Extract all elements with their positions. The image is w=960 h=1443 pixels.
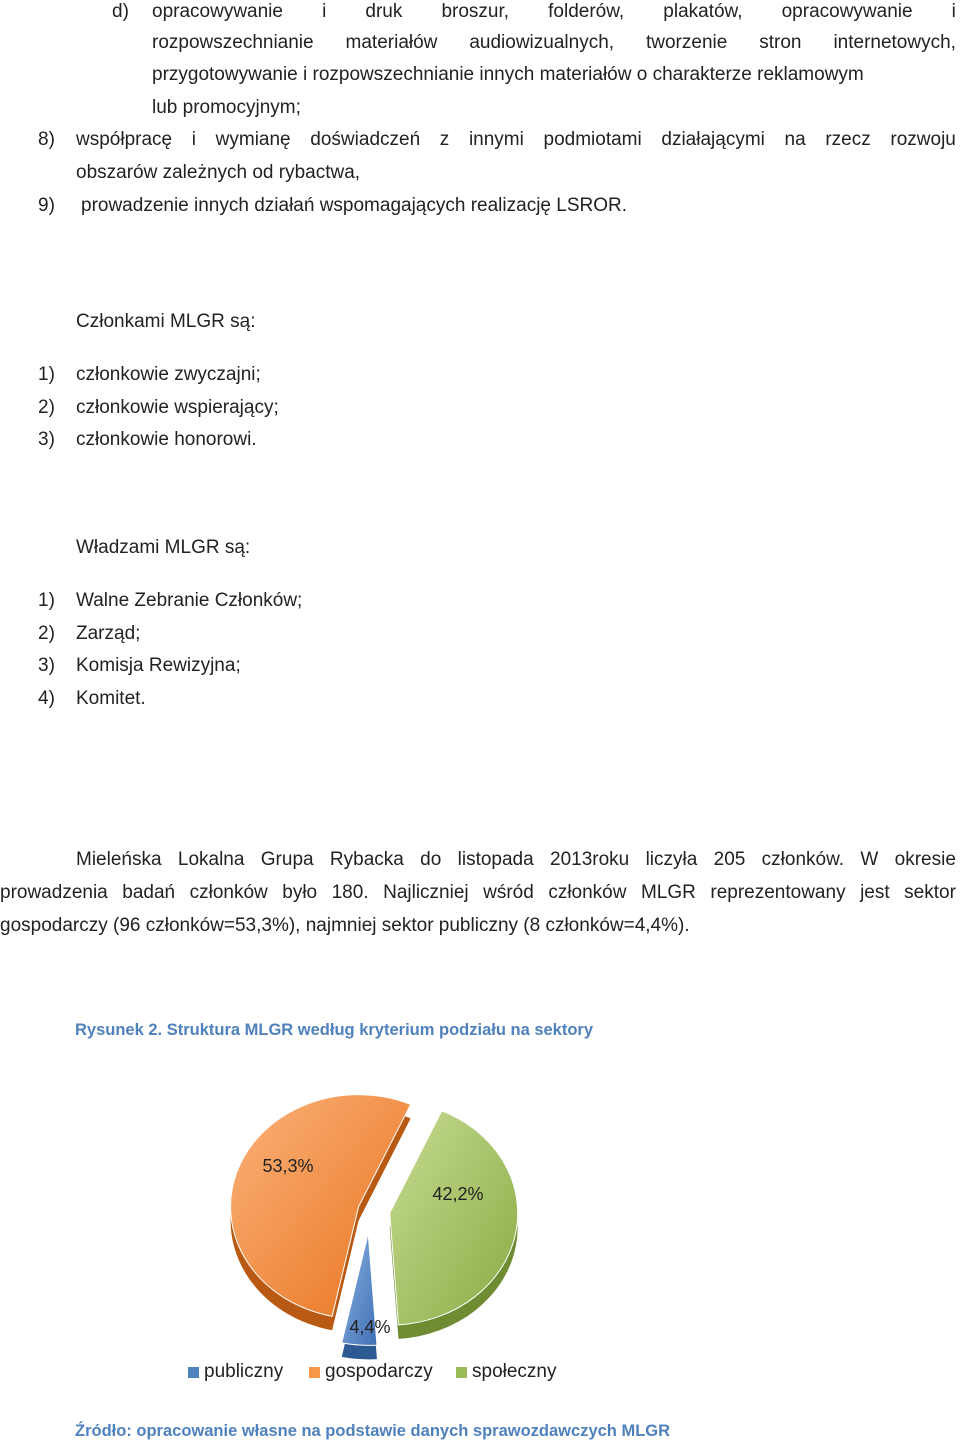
word: Mieleńska: [76, 849, 162, 870]
word: MLGR: [640, 882, 696, 903]
word: i: [322, 1, 327, 22]
word: listopada: [457, 849, 534, 870]
pie-label-publiczny: 4,4%: [349, 1317, 391, 1337]
word: innymi: [468, 129, 524, 150]
legend-item-publiczny: [188, 1360, 283, 1384]
word: na: [784, 129, 806, 150]
intro-d-line-1: [152, 0, 956, 24]
word: 180.: [331, 882, 369, 903]
item-8-line-2: obszarów zależnych od rybactwa,: [76, 162, 361, 183]
authorities-item-1: Walne Zebranie Członków;: [76, 590, 303, 611]
word: rzecz: [825, 129, 871, 150]
legend-label-gospodarczy: gospodarczy: [325, 1361, 433, 1382]
word: członków: [189, 882, 268, 903]
word: współpracę: [76, 129, 173, 150]
word: i: [951, 1, 956, 22]
word: wymianę: [215, 129, 291, 150]
word: Lokalna: [177, 849, 245, 870]
legend-swatch-gospodarczy: [309, 1367, 320, 1378]
paragraph-line-1: [76, 848, 956, 872]
word: tworzenie: [645, 32, 728, 53]
word: W: [860, 849, 879, 870]
word: do: [420, 849, 442, 870]
paragraph-line-3: gospodarczy (96 członków=53,3%), najmniej sektor publiczny (8 członków=4,4%).: [0, 915, 690, 936]
word: okresie: [894, 849, 956, 870]
intro-d-line-2: [152, 31, 956, 55]
word: doświadczeń: [310, 129, 421, 150]
word: było: [282, 882, 318, 903]
word: prowadzenia: [0, 882, 108, 903]
paragraph-line-2: [0, 881, 956, 905]
word: opracowywanie: [781, 1, 913, 22]
word: liczyła: [645, 849, 698, 870]
word: i: [191, 129, 196, 150]
intro-d-line-3: przygotowywanie i rozpowszechnianie innych materiałów o charakterze reklamowym: [152, 64, 864, 85]
list-marker-d: d): [112, 1, 129, 22]
authorities-heading: Władzami MLGR są:: [76, 537, 251, 558]
word: wśród: [483, 882, 534, 903]
authorities-marker-1: 1): [38, 590, 55, 611]
word: 205: [713, 849, 746, 870]
pie-slice-społeczny: [390, 1111, 518, 1325]
word: audiowizualnych,: [469, 32, 615, 53]
legend-item-spoleczny: [456, 1360, 557, 1384]
members-item-1: członkowie zwyczajni;: [76, 364, 261, 385]
word: działającymi: [661, 129, 765, 150]
word: rozwoju: [890, 129, 956, 150]
members-marker-3: 3): [38, 429, 55, 450]
authorities-item-4: Komitet.: [76, 688, 146, 709]
word: badań: [122, 882, 176, 903]
word: materiałów: [345, 32, 438, 53]
legend-label-spoleczny: społeczny: [472, 1361, 557, 1382]
list-marker-8: 8): [38, 129, 55, 150]
authorities-marker-3: 3): [38, 655, 55, 676]
members-item-3: członkowie honorowi.: [76, 429, 257, 450]
word: druk: [365, 1, 403, 22]
word: Grupa: [260, 849, 314, 870]
item-8-line-1: [76, 128, 956, 152]
list-marker-9: 9): [38, 195, 55, 216]
word: podmiotami: [543, 129, 642, 150]
word: 2013roku: [550, 849, 630, 870]
source-caption: Źródło: opracowanie własne na podstawie danych sprawozdawczych MLGR: [75, 1422, 671, 1440]
word: plakatów,: [663, 1, 743, 22]
word: Rybacka: [329, 849, 404, 870]
word: sektor: [904, 882, 956, 903]
word: stron: [759, 32, 802, 53]
legend-item-gospodarczy: [309, 1360, 433, 1384]
word: internetowych,: [833, 32, 956, 53]
word: broszur,: [441, 1, 510, 22]
item-9-text: prowadzenie innych działań wspomagających realizację LSROR.: [81, 195, 627, 216]
members-marker-1: 1): [38, 364, 55, 385]
members-item-2: członkowie wspierający;: [76, 397, 279, 418]
members-marker-2: 2): [38, 397, 55, 418]
word: członków: [548, 882, 627, 903]
legend-swatch-publiczny: [188, 1367, 199, 1378]
word: Najliczniej: [383, 882, 469, 903]
intro-d-line-4: lub promocyjnym;: [152, 97, 301, 118]
authorities-item-2: Zarząd;: [76, 623, 141, 644]
word: z: [439, 129, 450, 150]
authorities-marker-2: 2): [38, 623, 55, 644]
sector-pie-chart: [180, 1090, 600, 1390]
pie-label-gospodarczy: 53,3%: [262, 1156, 314, 1176]
word: jest: [860, 882, 890, 903]
word: reprezentowany: [710, 882, 846, 903]
figure-caption: Rysunek 2. Struktura MLGR według kryterium podziału na sektory: [75, 1021, 594, 1039]
authorities-item-3: Komisja Rewizyjna;: [76, 655, 241, 676]
word: członków.: [761, 849, 845, 870]
legend-swatch-spoleczny: [456, 1367, 467, 1378]
members-heading: Członkami MLGR są:: [76, 311, 256, 332]
pie-label-społeczny: 42,2%: [432, 1184, 484, 1204]
word: folderów,: [548, 1, 625, 22]
word: rozpowszechnianie: [152, 32, 314, 53]
word: opracowywanie: [152, 1, 283, 22]
legend-label-publiczny: publiczny: [204, 1361, 284, 1382]
authorities-marker-4: 4): [38, 688, 55, 709]
